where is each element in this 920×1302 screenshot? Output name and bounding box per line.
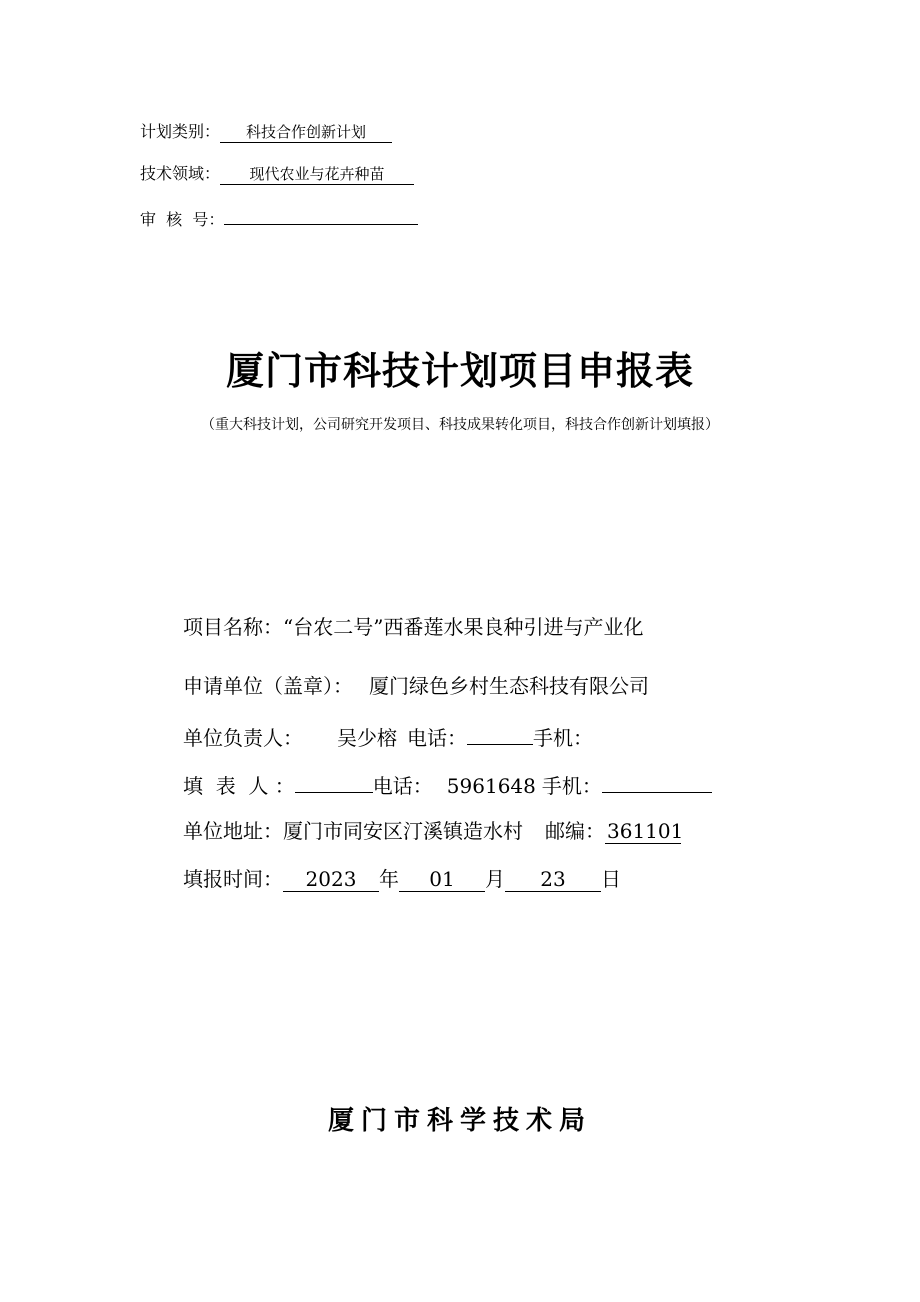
month-unit: 月 [485, 867, 505, 891]
plan-category-row [140, 120, 392, 144]
day-unit: 日 [601, 867, 621, 891]
tech-field-row [140, 162, 414, 186]
review-number-row [140, 204, 418, 228]
project-name-value: “台农二号”西番莲水果良种引进与产业化 [283, 615, 644, 639]
filler-mobile-label: 手机： [541, 774, 602, 798]
address-row [183, 816, 684, 846]
project-name-label: 项目名称： [183, 615, 283, 639]
date-row [183, 864, 621, 894]
applicant-label: 申请单位（盖章）： [183, 674, 353, 698]
address-label: 单位地址： [183, 819, 283, 843]
day-value: 23 [505, 867, 601, 892]
tech-field-value: 现代农业与花卉种苗 [220, 164, 414, 185]
filler-mobile-value [602, 768, 712, 793]
leader-mobile-label: 手机： [533, 726, 593, 750]
leader-value: 吴少榕 [337, 726, 397, 750]
postcode-value: 361101 [607, 819, 684, 843]
year-value: 2023 [283, 867, 379, 892]
year-unit: 年 [379, 867, 399, 891]
filler-phone-label: 电话： [372, 774, 433, 798]
postcode-label: 邮编： [545, 819, 605, 843]
applicant-row [183, 671, 649, 701]
project-name-row [183, 612, 643, 642]
filler-row [183, 768, 712, 798]
month-value: 01 [399, 867, 485, 892]
plan-category-value: 科技合作创新计划 [220, 122, 392, 143]
leader-row [183, 720, 593, 750]
leader-phone-value [467, 720, 533, 745]
leader-label: 单位负责人： [183, 726, 303, 750]
review-number-value [224, 204, 418, 225]
tech-field-label: 技术领域： [140, 164, 221, 183]
address-value: 厦门市同安区汀溪镇造水村 [283, 819, 523, 843]
filler-value [295, 768, 373, 793]
filler-label: 填 表 人 ： [183, 774, 295, 798]
plan-category-label: 计划类别： [140, 122, 221, 141]
page-title: 厦门市科技计划项目申报表 [225, 349, 694, 393]
review-number-label: 审 核 号： [140, 210, 225, 229]
filler-phone-value: 5961648 [446, 774, 536, 798]
leader-phone-label: 电话： [407, 726, 467, 750]
page-subtitle: （重大科技计划，公司研究开发项目、科技成果转化项目，科技合作创新计划填报） [201, 417, 719, 433]
applicant-value: 厦门绿色乡村生态科技有限公司 [369, 674, 649, 698]
date-label: 填报时间： [183, 867, 283, 891]
issuing-authority: 厦门市科学技术局 [327, 1106, 592, 1136]
